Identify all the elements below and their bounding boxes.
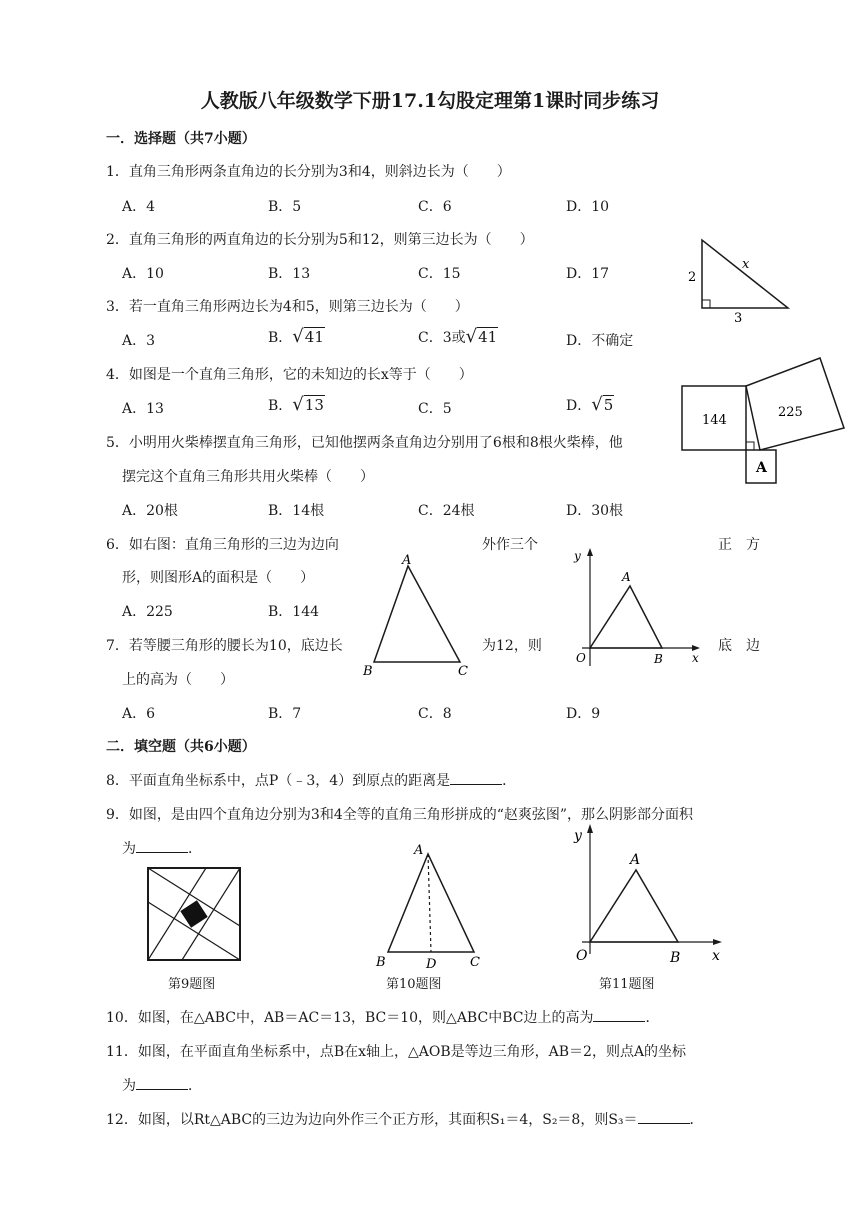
x-label: x bbox=[692, 651, 699, 665]
question-9-line-2: 为 ． bbox=[122, 841, 202, 857]
answer-blank bbox=[593, 1009, 645, 1022]
q2-option-a: A．10 bbox=[122, 266, 164, 282]
vertex-a-label: A bbox=[414, 843, 424, 858]
vertex-c-label: C bbox=[470, 955, 480, 970]
shaded-center-square bbox=[177, 897, 210, 930]
answer-blank bbox=[136, 1077, 188, 1090]
question-6-line-1b: 外作三个 bbox=[482, 537, 538, 553]
q1-option-d: D．10 bbox=[566, 199, 610, 215]
x-label: x bbox=[712, 948, 720, 964]
question-5-line-2: 摆完这个直角三角形共用火柴棒（ ） bbox=[122, 469, 374, 485]
question-7-line-2: 上的高为（ ） bbox=[122, 672, 234, 688]
question-4: 4．如图是一个直角三角形，它的未知边的长x等于（ ） bbox=[106, 367, 473, 383]
caption-fig10: 第10题图 bbox=[386, 977, 442, 992]
question-5-line-1: 5．小明用火柴棒摆直角三角形，已知他摆两条直角边分别用了6根和8根火柴棒，他 bbox=[106, 435, 623, 451]
vertex-c-label: C bbox=[458, 664, 468, 679]
q4-option-d: D．√5 bbox=[566, 394, 614, 415]
label-144: 144 bbox=[702, 413, 727, 428]
origin-label: O bbox=[576, 651, 586, 665]
q5-option-d: D．30根 bbox=[566, 503, 624, 519]
q5-option-c: C．24根 bbox=[418, 503, 475, 519]
vertex-b-label: B bbox=[654, 652, 663, 666]
altitude-dashed bbox=[428, 854, 431, 952]
vertex-b-label: B bbox=[363, 664, 373, 679]
right-angle-mark bbox=[746, 442, 754, 450]
q2-option-d: D．17 bbox=[566, 266, 610, 282]
foot-d-label: D bbox=[426, 957, 437, 972]
question-6-line-2: 形，则图形A的面积是（ ） bbox=[122, 570, 315, 586]
question-9-line-1: 9．如图，是由四个直角边分别为3和4全等的直角三角形拼成的“赵爽弦图”，那么阴影部分面积 bbox=[106, 807, 694, 823]
q1-option-a: A．4 bbox=[122, 199, 156, 215]
equilateral-triangle bbox=[590, 870, 678, 942]
q7-option-c: C．8 bbox=[418, 706, 452, 722]
label-225: 225 bbox=[778, 405, 803, 420]
answer-blank bbox=[450, 772, 502, 785]
q3-option-c: C．3或√41 bbox=[418, 326, 498, 347]
coordinate-figure-small bbox=[556, 548, 706, 673]
square-225 bbox=[746, 358, 844, 450]
caption-fig11: 第11题图 bbox=[599, 977, 655, 992]
y-label: y bbox=[574, 828, 582, 844]
q7-option-b: B．7 bbox=[268, 706, 302, 722]
triangle-abcd-figure bbox=[370, 840, 490, 970]
section-heading-choice: 一．选择题（共7小题） bbox=[106, 131, 256, 147]
hypotenuse-label: x bbox=[742, 257, 750, 272]
triangle-shape bbox=[702, 240, 788, 308]
sqrt-symbol: √41 bbox=[292, 326, 324, 347]
vertex-b-label: B bbox=[376, 955, 386, 970]
y-axis-arrow bbox=[587, 548, 593, 556]
q4-option-a: A．13 bbox=[122, 401, 164, 417]
q3-option-a: A．3 bbox=[122, 333, 156, 349]
x-axis-arrow bbox=[713, 939, 722, 945]
zhaoshuang-figure bbox=[146, 866, 242, 962]
equilateral-triangle bbox=[590, 586, 662, 648]
right-angle-mark bbox=[702, 300, 710, 308]
q5-option-b: B．14根 bbox=[268, 503, 325, 519]
question-6-line-1a: 6．如右图：直角三角形的三边为边向 bbox=[106, 537, 339, 553]
section-heading-fill: 二．填空题（共6小题） bbox=[106, 739, 256, 755]
q6-option-a: A．225 bbox=[122, 604, 173, 620]
vertex-a-label: A bbox=[630, 852, 641, 868]
q4-option-c: C．5 bbox=[418, 401, 452, 417]
q3-option-b: B．√41 bbox=[268, 326, 324, 347]
coordinate-figure-large bbox=[552, 824, 732, 969]
squares-figure bbox=[680, 352, 860, 492]
q5-option-a: A．20根 bbox=[122, 503, 178, 519]
question-1: 1．直角三角形两条直角边的长分别为3和4，则斜边长为（ ） bbox=[106, 164, 511, 180]
q1-option-c: C．6 bbox=[418, 199, 452, 215]
question-6-line-1c: 正 方 bbox=[718, 537, 760, 553]
triangle-shape bbox=[374, 566, 460, 662]
q4-option-b: B．√13 bbox=[268, 394, 324, 415]
y-label: y bbox=[574, 549, 581, 563]
q2-option-b: B．13 bbox=[268, 266, 311, 282]
caption-fig9: 第9题图 bbox=[168, 977, 216, 992]
side-bottom-label: 3 bbox=[734, 311, 743, 326]
label-a: A bbox=[756, 460, 767, 476]
q7-option-a: A．6 bbox=[122, 706, 156, 722]
q2-option-c: C．15 bbox=[418, 266, 461, 282]
sqrt-symbol: √41 bbox=[465, 326, 498, 347]
vertex-b-label: B bbox=[670, 950, 681, 966]
question-8: 8．平面直角坐标系中，点P（﹣3，4）到原点的距离是 ． bbox=[106, 773, 517, 789]
sqrt-symbol: √5 bbox=[591, 394, 614, 415]
vertex-a-label: A bbox=[622, 570, 631, 584]
y-axis-arrow bbox=[587, 824, 593, 833]
triangle-abc-figure bbox=[360, 552, 480, 682]
origin-label: O bbox=[576, 948, 588, 964]
answer-blank bbox=[136, 840, 188, 853]
vertex-a-label: A bbox=[402, 553, 412, 568]
question-12: 12．如图，以Rt△ABC的三边为边向外作三个正方形，其面积S₁＝4，S₂＝8，则S₃＝ ． bbox=[106, 1112, 704, 1128]
question-7-line-1a: 7．若等腰三角形的腰长为10，底边长 bbox=[106, 638, 343, 654]
q7-option-d: D．9 bbox=[566, 706, 601, 722]
question-10: 10．如图，在△ABC中，AB＝AC＝13，BC＝10，则△ABC中BC边上的高为 ． bbox=[106, 1010, 660, 1026]
q1-option-b: B．5 bbox=[268, 199, 302, 215]
question-7-line-1b: 为12，则 bbox=[482, 638, 542, 654]
question-2: 2．直角三角形的两直角边的长分别为5和12，则第三边长为（ ） bbox=[106, 232, 534, 248]
answer-blank bbox=[638, 1111, 690, 1124]
side-left-label: 2 bbox=[688, 270, 697, 285]
sqrt-symbol: √13 bbox=[292, 394, 324, 415]
right-triangle-figure bbox=[682, 234, 802, 324]
q3-option-d: D．不确定 bbox=[566, 333, 634, 349]
q6-option-b: B．144 bbox=[268, 604, 320, 620]
question-7-line-1c: 底 边 bbox=[718, 638, 760, 654]
page-title: 人教版八年级数学下册17.1勾股定理第1课时同步练习 bbox=[200, 90, 660, 112]
question-11-line-1: 11．如图，在平面直角坐标系中，点B在x轴上，△AOB是等边三角形，AB＝2，则点A的坐标 bbox=[106, 1044, 687, 1060]
question-11-line-2: 为 ． bbox=[122, 1078, 202, 1094]
question-3: 3．若一直角三角形两边长为4和5，则第三边长为（ ） bbox=[106, 299, 469, 315]
triangle-shape bbox=[388, 854, 474, 952]
